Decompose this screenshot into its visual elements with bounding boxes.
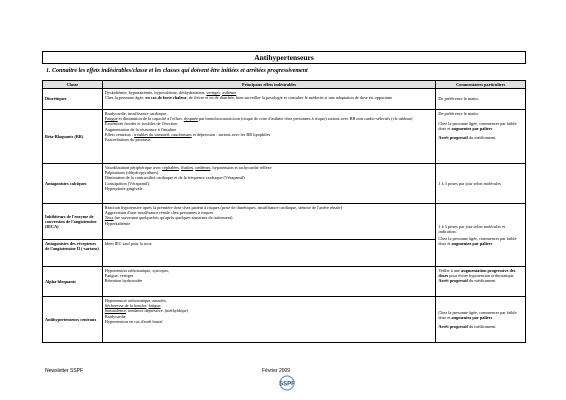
effect-line: Diminution de la contractilité cardiaque et de la fréquence cardiaque (Vérapamil) — [104, 175, 245, 181]
row-class-cell: Béta-Bloquants (BB) — [43, 110, 103, 164]
sspf-logo — [276, 374, 298, 392]
comment-line: De préférence le matin. — [438, 111, 479, 116]
row-effects-cell — [102, 110, 436, 164]
effect-line: Hypotension orthostatique, syncopes, — [104, 268, 170, 273]
row-class-cell: Antihypertenseurs centraux — [43, 297, 103, 343]
row-comment-cell — [436, 110, 526, 164]
table-row — [43, 204, 526, 240]
row-effects-cell — [102, 89, 436, 110]
effect-line: Aggravation d'une insuffisance rénale chez personnes à risques — [104, 210, 214, 216]
row-class-cell: Antagonistes des récepteurs de l'angiotensine II (-sartans) — [43, 240, 103, 267]
row-comment-cell — [436, 267, 526, 297]
effect-line: Palpitations (dihydropyridines) — [104, 170, 159, 176]
effect-line: Hypertension en cas d'arrêt brutal — [104, 318, 163, 324]
comment-line: 1 à 3 prises par jour selon molécules et indication. — [438, 223, 506, 234]
effect-line: Augmentation de la résistance à l'insuline — [104, 126, 177, 132]
effect-line: Extrémités froides et troubles de l'érection — [104, 121, 178, 127]
effect-line: Somnolence, tendance dépressive. (méthyldopa) — [104, 308, 188, 314]
comment-line: Chez la personne âgée, commencer par faible dose et augmentez par paliers — [438, 236, 517, 247]
effect-line: Hyperkaliémie — [104, 220, 131, 226]
row-effects-cell — [102, 164, 436, 204]
header-effets: Principaux effets indésirables — [102, 81, 436, 89]
table-row — [43, 297, 526, 343]
effect-line: Fatigue et diminution de la capacité à l'effort, dyspnée par bronchoconstriction (risque de crise d'asthme chez personnes à risque) surtout avec BB non cardio-sélectifs (cfr tableau) — [104, 116, 413, 122]
section-heading: 1. Connaître les effets indésirables/classe et les classes qui doivent être initiées et arrêtées progressivement — [46, 68, 308, 74]
effect-line: Fatigue, vertiges — [104, 273, 134, 279]
comment-line: Arrêt progressif du médicament — [438, 278, 496, 284]
row-effects-cell — [102, 297, 436, 343]
effect-line: Exacerbations du psoriasis — [104, 137, 151, 143]
table-row — [43, 164, 526, 204]
effect-line: Hyperplasie gingivale — [104, 185, 143, 191]
table-row — [43, 110, 526, 164]
comment-line: Veiller à une augmentation progressive des doses pour éviter hypotension orthostatique — [438, 268, 516, 279]
effect-line: Bradycardie — [104, 313, 126, 319]
header-classe: Classe — [43, 81, 103, 89]
footer-newsletter: Newsletter SSPF — [45, 368, 84, 374]
effect-line: Idem IEC sauf pour la toux — [104, 241, 152, 246]
row-class-cell: Inhibiteurs de l'enzyme de conversion de l'angiotensine (IECA) — [43, 204, 103, 240]
effect-line: Chez la personne âgée, en cas de forte chaleur, de fièvre et ou de diarrhée, bien surveiller la posologie et consulter le médecin si une adaptation de dose est opportune — [104, 95, 393, 101]
header-commentaires: Commentaires particuliers — [436, 81, 526, 89]
comment-line: Chez la personne âgée, commencer par faible dose et augmentez par paliers — [438, 310, 517, 321]
row-effects-cell — [102, 267, 436, 297]
row-comment-cell — [436, 89, 526, 110]
page-title: Antihypertenseurs — [42, 51, 526, 64]
effect-line: Dyskaliémie, hyponatrémie, hypovolémie, déshydratation, vertiges, asthénie — [104, 90, 237, 95]
table-row — [43, 89, 526, 110]
row-comment-cell — [436, 204, 526, 267]
row-effects-cell — [102, 204, 436, 240]
effect-line: Bradycardie, insuffisance cardiaque, — [104, 111, 168, 116]
row-class-cell: Alpha-bloquants — [43, 267, 103, 297]
effect-line: Réaction hypotensive après la première dose chez patient à risques (prise de diurétiques, insuffisance cardiaque, sténose de l'artère rénale) — [104, 205, 342, 210]
effect-line: Sécheresse de la bouche, fatigue, — [104, 303, 162, 309]
effect-line: Effets centraux : troubles du sommeil, cauchemars et dépression : surtout avec les BB lipophiles — [104, 131, 271, 137]
logo-text: SSPF — [279, 381, 295, 388]
table-header-row — [43, 81, 526, 89]
effect-line: Rétention hydrosodée — [104, 278, 143, 284]
side-effects-table — [42, 80, 526, 343]
row-comment-cell — [436, 297, 526, 343]
footer-date: Février 2009 — [262, 368, 291, 374]
effect-line: Hypotension orthostatique, nausées, — [104, 298, 167, 303]
row-class-cell: Antagonistes calciques — [43, 164, 103, 204]
effect-line: Vasodilatation périphérique avec céphalées, flushes, oedèmes, hypotension et tachycardie réflexe — [104, 165, 272, 170]
comment-line: Chez la personne âgée, commencer par faible dose et augmentez par paliers — [438, 121, 517, 132]
row-comment-cell — [436, 164, 526, 204]
effect-line: Constipation (Vérapamil), — [104, 180, 150, 186]
comment-line: De préférence le matin. — [438, 96, 479, 102]
row-effects-cell — [102, 240, 436, 267]
comment-line: Arrêt progressif du médicament. — [438, 134, 497, 140]
row-class-cell: Diurétiques — [43, 89, 103, 110]
comment-line: 1 à 3 prises par jour selon molécules — [438, 180, 502, 186]
comment-line: Arrêt progressif du médicament. — [438, 323, 497, 329]
effect-line: Toux (ne survenant quelquefois qu'après quelques semaines de traitement) — [104, 215, 233, 221]
table-row — [43, 267, 526, 297]
